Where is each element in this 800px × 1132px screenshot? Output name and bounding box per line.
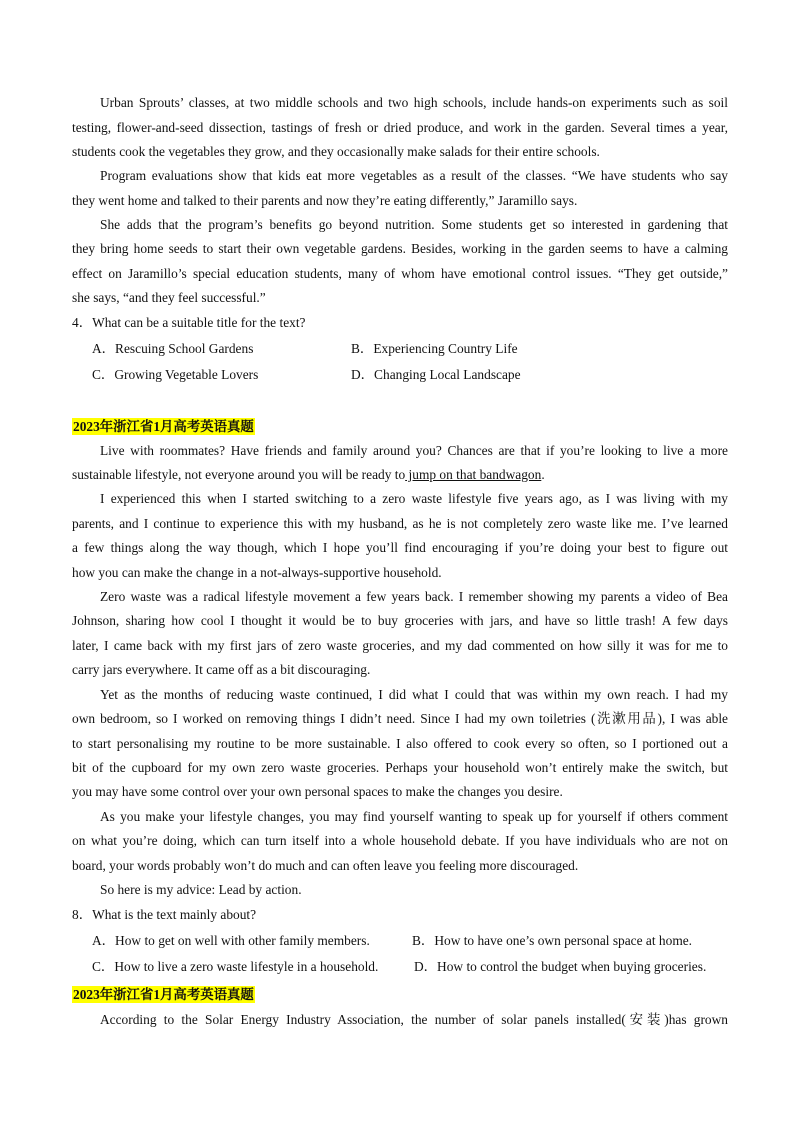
paragraph-line: how you can make the change in a not-always-supportive household. [72,565,442,580]
paragraph-line: As you make your lifestyle changes, you may find yourself wanting to speak up for yourself if others comment [100,809,728,824]
paragraph-line: Urban Sprouts’ classes, at two middle schools and two high schools, include hands-on experiments such as soil [100,95,728,110]
option-b: B．How to have one’s own personal space at home. [412,933,693,948]
question-stem: 8．What is the text mainly about? [72,907,257,922]
paragraph-line: a few things along the way though, which I hope you’ll find encouraging if you’re doing your best to figure out [72,540,728,555]
option-d: D．How to control the budget when buying groceries. [414,959,707,974]
paragraph-line: Live with roommates? Have friends and family around you? Chances are that if you’re looking to live a more [100,443,728,458]
paragraph-line: She adds that the program’s benefits go beyond nutrition. Some students get so interested in gardening that [100,217,728,232]
paragraph-line: to start personalising my routine to be more sustainable. I also offered to cook every so often, so I portioned out a [72,736,728,751]
paragraph-line: they went home and talked to their parents and now they’re eating differently,” Jaramillo says. [72,193,578,208]
section-heading: 2023年浙江省1月高考英语真题 [73,987,254,1002]
paragraph-line: Zero waste was a radical lifestyle movement a few years back. I remember showing my parents a video of Bea [100,589,728,604]
paragraph-line: Yet as the months of reducing waste continued, I did what I could that was within my own reach. I had my [100,687,728,702]
paragraph-line: testing, flower-and-seed dissection, tastings of fresh or dried produce, and work in the garden. Several times a year, [72,120,728,135]
option-b: B．Experiencing Country Life [351,341,518,356]
option-c: C．How to live a zero waste lifestyle in a household. [92,959,379,974]
paragraph-line: So here is my advice: Lead by action. [100,882,302,897]
paragraph-line: I experienced this when I started switching to a zero waste lifestyle five years ago, as I was living with my [100,491,728,506]
paragraph-line: Program evaluations show that kids eat more vegetables as a result of the classes. “We have students who say [100,168,728,183]
paragraph-line: carry jars everywhere. It came off as a bit discouraging. [72,662,371,677]
paragraph-line: parents, and I continue to experience this with my husband, as he is not completely zero waste like me. I’ve learned [72,516,728,531]
paragraph-line: students cook the vegetables they grow, and they occasionally make salads for their entire schools. [72,144,600,159]
paragraph-line: you may have some control over your own personal spaces to make the changes you desire. [72,784,563,799]
line-text: sustainable lifestyle, not everyone around you will be ready to [72,467,406,482]
question-stem: 4．What can be a suitable title for the text? [72,315,306,330]
line-text: . [541,467,545,482]
paragraph-line: they bring home seeds to start their own vegetable gardens. Besides, working in the garden seems to have a calming [72,241,728,256]
paragraph-line: on what you’re doing, which can turn itself into a whole household debate. If you have individuals who are not on [72,833,728,848]
paragraph-line [72,466,728,484]
paragraph-line: bit of the cupboard for my own zero waste groceries. Perhaps your household won’t entirely make the switch, but [72,760,728,775]
section-heading: 2023年浙江省1月高考英语真题 [73,419,254,434]
paragraph-line: Johnson, sharing how cool I thought it would be to buy groceries with jars, and have so little trash! A few days [72,613,728,628]
paragraph-line: effect on Jaramillo’s special education students, many of whom have emotional control issues. “They get outside,” [72,266,728,281]
option-a: A．How to get on well with other family members. [92,933,370,948]
paragraph-line: she says, “and they feel successful.” [72,290,266,305]
paragraph-line: According to the Solar Energy Industry Association, the number of solar panels installed(安装)has grown [100,1012,728,1027]
option-a: A．Rescuing School Gardens [92,341,254,356]
option-c: C．Growing Vegetable Lovers [92,367,259,382]
paragraph-line: board, your words probably won’t do much and can often leave you feeling more discouraged. [72,858,579,873]
paragraph-line: own bedroom, so I worked on removing things I didn’t need. Since I had my own toiletries (洗漱用品), I was able [72,711,728,726]
paragraph-line: later, I came back with my first jars of zero waste groceries, and my dad commented on how silly it was for me to [72,638,728,653]
option-d: D．Changing Local Landscape [351,367,521,382]
underlined-phrase: jump on that bandwagon [405,467,542,482]
